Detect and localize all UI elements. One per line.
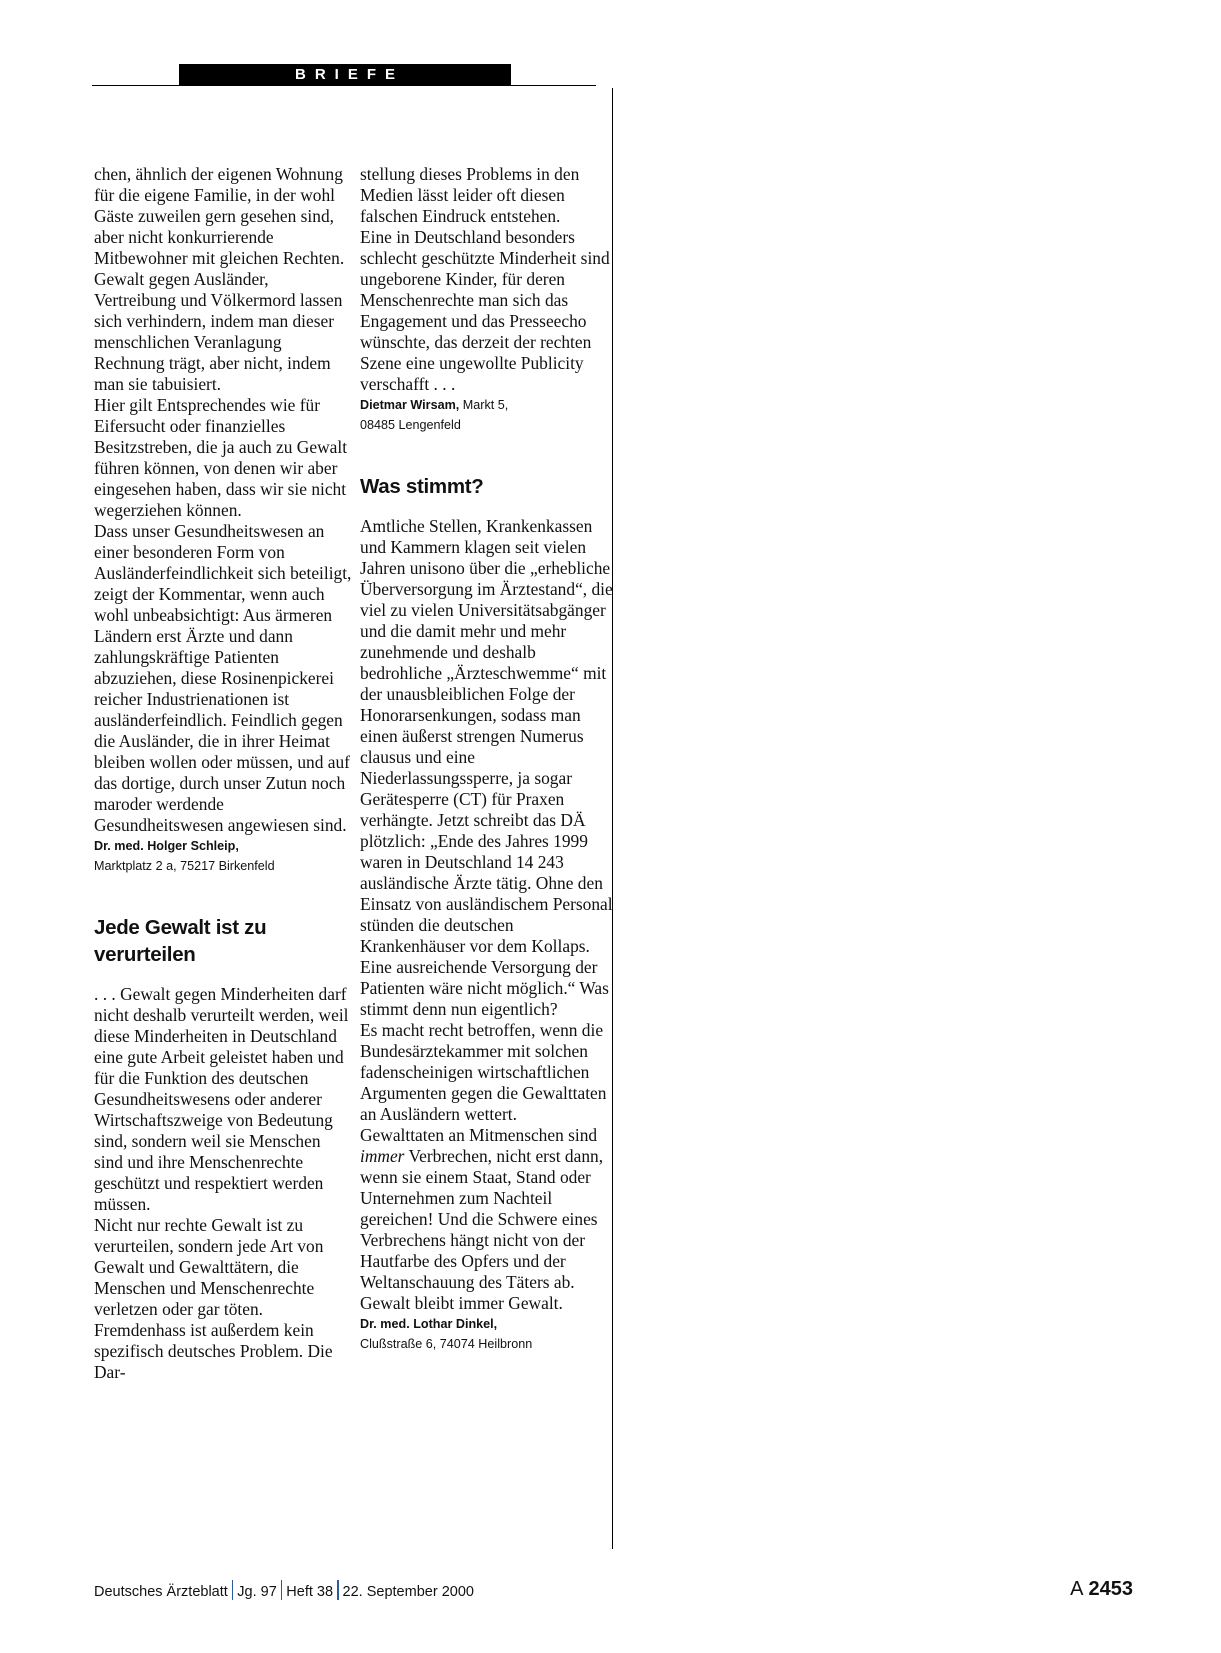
author-address: 08485 Lengenfeld xyxy=(360,418,461,432)
letter-signature xyxy=(360,395,618,435)
body-paragraph: Hier gilt Entsprechendes wie für Eifersucht oder finanzielles Besitzstreben, die ja auch zu Gewalt führen können, von denen wir aber eingesehen haben, dass wir sie nicht wegerziehen können. xyxy=(94,395,348,520)
letter-signature xyxy=(94,836,352,876)
body-paragraph: Eine in Deutschland besonders schlecht geschützte Minderheit sind ungeborene Kinder, für deren Menschenrechte man sich das Engagement und das Presseecho wünschte, das derzeit der rechten Szene eine ungewollte Publicity verschafft . . . xyxy=(360,227,610,394)
letter-heading: Jede Gewalt ist zu verurteilen xyxy=(94,916,267,966)
body-paragraph: Es macht recht betroffen, wenn die Bundesärztekammer mit solchen fadenscheinigen wirtschaftlichen Argumenten gegen die Gewalttaten an Ausländern wettert. xyxy=(360,1020,607,1124)
journal-name: Deutsches Ärzteblatt xyxy=(94,1584,228,1600)
body-paragraph: chen, ähnlich der eigenen Wohnung für die eigene Familie, in der wohl Gäste zuweilen gern gesehen sind, aber nicht konkurrierende Mitbewohner mit gleichen Rechten. Gewalt gegen Ausländer, Vertreibung und Völkermord lassen sich verhindern, indem man dieser menschlichen Veranlagung Rechnung trägt, aber nicht, indem man sie tabuisiert. xyxy=(94,164,345,394)
author-name: Dr. med. Holger Schleip, xyxy=(94,839,239,853)
letter-heading: Was stimmt? xyxy=(360,475,484,498)
page-number-value: 2453 xyxy=(1088,1578,1133,1600)
page-prefix: A xyxy=(1070,1578,1084,1600)
right-column xyxy=(360,164,618,1354)
issue-date: 22. September 2000 xyxy=(342,1584,474,1600)
text-run: Verbrechen, nicht erst dann, wenn sie einem Staat, Stand oder Unternehmen zum Nachteil gereichen! Und die Schwere eines Verbrechens hängt nicht von der Hautfarbe des Opfers und der Weltanschauung des Täters ab. Gewalt bleibt immer Gewalt. xyxy=(360,1146,604,1313)
body-paragraph: Nicht nur rechte Gewalt ist zu verurteilen, sondern jede Art von Gewalt und Gewalttätern, die Menschen und Menschenrechte verletzen oder gar töten. Fremdenhass ist außerdem kein spezifisch deutsches Problem. Die Dar- xyxy=(94,1215,333,1382)
section-label: BRIEFE xyxy=(294,66,404,83)
author-name: Dr. med. Lothar Dinkel, xyxy=(360,1317,498,1331)
author-address: Clußstraße 6, 74074 Heilbronn xyxy=(360,1337,533,1351)
emphasized-word: immer xyxy=(360,1146,405,1166)
journal-volume: Jg. 97 xyxy=(237,1584,277,1600)
body-paragraph: . . . Gewalt gegen Minderheiten darf nicht deshalb verurteilt werden, weil diese Minderheiten in Deutschland eine gute Arbeit geleistet haben und für die Funktion des deutschen Gesundheitswesens oder anderer Wirtschaftszweige von Bedeutung sind, sondern weil sie Menschen sind und ihre Menschenrechte geschützt und respektiert werden müssen. xyxy=(94,984,349,1214)
body-paragraph: Amtliche Stellen, Krankenkassen und Kammern klagen seit vielen Jahren unisono über die „erhebliche Überversorgung im Ärztestand“, die viel zu vielen Universitätsabgänger und die damit mehr und mehr zunehmende und deshalb bedrohliche „Ärzteschwemme“ mit der unausbleiblichen Folge der Honorarsenkungen, sodass man einen äußerst strengen Numerus clausus und eine Niederlassungssperre, ja sogar Gerätesperre (CT) für Praxen verhängte. Jetzt schreibt das DÄ plötzlich: „Ende des Jahres 1999 waren in Deutschland 14 243 ausländische Ärzte tätig. Ohne den Einsatz von ausländischem Personal stünden die deutschen Krankenhäuser vor dem Kollaps. Eine ausreichende Versorgung der Patienten wäre nicht möglich.“ Was stimmt denn nun eigentlich? xyxy=(360,516,613,1019)
left-column xyxy=(94,164,352,1383)
header-rule xyxy=(92,85,596,86)
text-run: Gewalttaten an Mitmenschen sind xyxy=(360,1125,598,1145)
footer-separator xyxy=(232,1580,234,1600)
letter-signature xyxy=(360,1314,618,1354)
author-address: Marktplatz 2 a, 75217 Birkenfeld xyxy=(94,859,275,873)
footer-separator xyxy=(337,1580,339,1600)
section-header-bar xyxy=(179,64,511,85)
journal-issue: Heft 38 xyxy=(286,1584,334,1600)
footer-separator xyxy=(281,1580,283,1600)
body-paragraph: Dass unser Gesundheitswesen an einer besonderen Form von Ausländerfeindlichkeit sich beteiligt, zeigt der Kommentar, wenn auch wohl unbeabsichtigt: Aus ärmeren Ländern erst Ärzte und dann zahlungskräftige Patienten abzuziehen, diese Rosinenpickerei reicher Industrienationen ist ausländerfeindlich. Feindlich gegen die Ausländer, die in ihrer Heimat bleiben wollen oder müssen, und auf das dortige, durch unser Zutun noch maroder werdende Gesundheitswesen angewiesen sind. xyxy=(94,521,352,835)
author-address: Markt 5, xyxy=(462,398,509,412)
body-paragraph xyxy=(360,1125,618,1314)
page-number xyxy=(1070,1577,1133,1601)
page-footer xyxy=(94,1580,474,1602)
author-name: Dietmar Wirsam, xyxy=(360,398,460,412)
body-paragraph: stellung dieses Problems in den Medien lässt leider oft diesen falschen Eindruck entstehen. xyxy=(360,164,580,226)
